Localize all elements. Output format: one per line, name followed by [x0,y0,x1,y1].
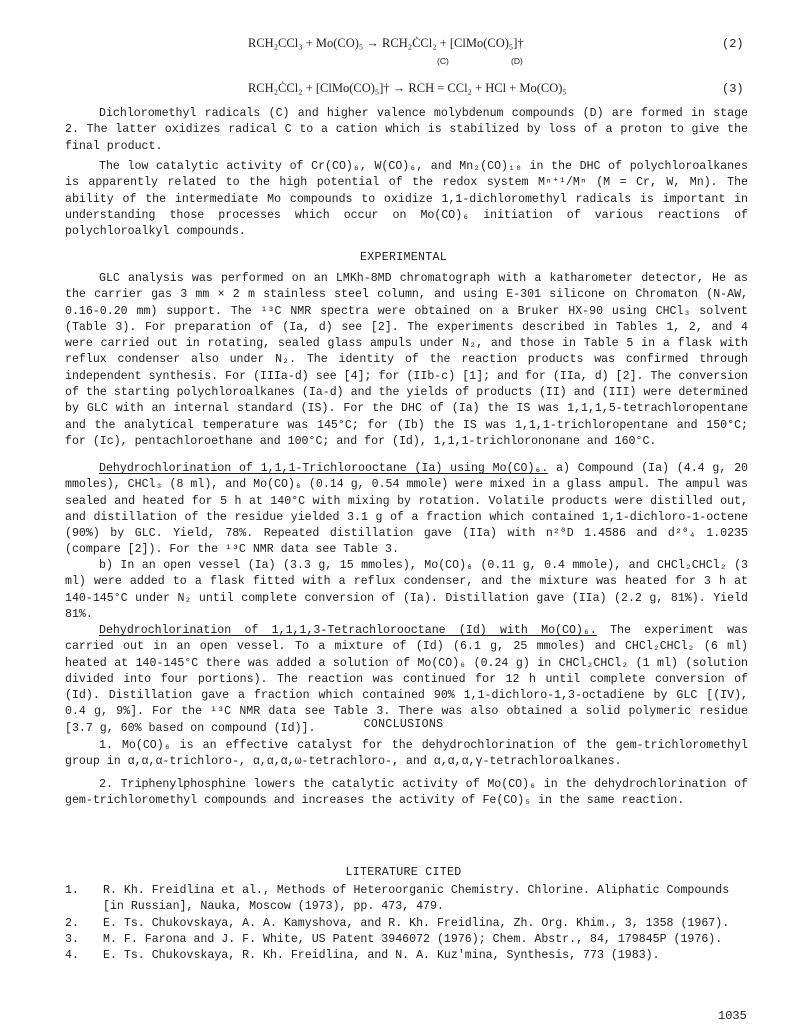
literature-heading: LITERATURE CITED [345,866,462,879]
experimental-paragraph-glc: GLC analysis was performed on an LMKh-8MD chromatograph with a katharometer detector, He as the carrier gas 3 mm × 2 m stainless steel column, and using E-301 silicone on Chromaton (N-AW, 0.16-0.20 mm) support. The ¹³C NMR spectra were obtained on a Bruker HX-90 using CHCl₃ solvent (Table 3). For preparation of (Ia, d) see [2]. The experiments described in Tables 1, 2, and 4 were carried out in rotating, sealed glass ampuls under N₂, and those in Table 5 in a flask with reflux condenser also under N₂. The identity of the reaction products was confirmed through independent synthesis. For (IIIa-d) see [4]; for (IIb-c) [1]; and for (IIa, d) [2]. The conversion of the starting polychloroalkanes (Ia-d) and the yields of products (II) and (III) were determined by GLC with an internal standard (IS). For the DHC of (Ia) the IS was 1,1,1,5-tetrachloropentane and the analytical temperature was 145°C; for (Ib) the IS was 1,1,1-trichloropentane and 150°C; for (Ic), pentachloroethane and 100°C; and for (Id), 1,1,1-trichlorononane and 160°C. [65,272,748,448]
reference-text: E. Ts. Chukovskaya, R. Kh. Freidlina, and N. A. Kuz'mina, Synthesis, 773 (1983). [103,949,660,963]
reference-item [65,883,755,916]
equation-3-number: (3) [722,82,744,96]
equation-2-number: (2) [722,37,744,51]
equation-3-formula: RCH₂ĊCl₂ + [ClMo(CO)₅]† → RCH = CCl₂ + HCl + Mo(CO)₅ [248,81,567,95]
conclusions-heading: CONCLUSIONS [363,718,444,731]
reference-number: 1. [65,884,79,897]
section-title-ia: Dehydrochlorination of 1,1,1-Trichlorooctane (Ia) using Mo(CO)₆. [99,462,549,475]
equation-2-label-c: (C) [437,56,449,66]
reference-text: E. Ts. Chukovskaya, A. A. Kamyshova, and R. Kh. Freidlina, Zh. Org. Khim., 3, 1358 (1967). [103,916,730,930]
reference-number: 2. [65,916,79,930]
section-body-id: The experiment was carried out in an open vessel. To a mixture of (Id) (6.1 g, 25 mmoles) and CHCl₂CHCl₂ (6 ml) heated at 140-145°C there was added a solution of Mo(CO)₆ (0.24 g) in CHCl₂CHCl₂ (1 ml) (solution divided into four portions). The reaction was continued for 12 h until complete conversion of (Id). Distillation gave a fraction which contained 90% 1,1-dichloro-1,3-octadiene by GLC [(IV), 0.4 g, 9%]. For the ¹³C NMR data see Table 3. There was also obtained a solid polymeric residue [3.7 g, 60% based on compound (Id)]. [65,624,748,735]
conclusion-2: 2. Triphenylphosphine lowers the catalytic activity of Mo(CO)₆ in the dehydrochlorination of gem-trichloromethyl compounds and increases the activity of Fe(CO)₅ in the same reaction. [65,778,748,808]
reference-number: 3. [65,932,79,946]
paragraph-catalytic-activity: The low catalytic activity of Cr(CO)₆, W(CO)₆, and Mn₂(CO)₁₀ in the DHC of polychloroalkanes is apparently related to the high potential of the redox system Mⁿ⁺¹/Mⁿ (M = Cr, W, Mn). The ability of the intermediate Mo compounds to oxidize 1,1-dichloromethyl radicals is important in understanding those processes which occur on Mo(CO)₆ initiation of various reactions of polychloroalkyl compounds. [65,160,748,239]
reference-number: 4. [65,949,79,963]
reference-item [65,916,755,932]
reference-item [65,948,755,964]
experimental-paragraph-ia [65,461,748,559]
reference-text: M. F. Farona and J. F. White, US Patent 3946072 (1976); Chem. Abstr., 84, 179845P (1976). [103,932,723,946]
paragraph-radicals: Dichloromethyl radicals (C) and higher valence molybdenum compounds (D) are formed in stage 2. The latter oxidizes radical C to a cation which is stabilized by loss of a proton to give the final product. [65,107,748,153]
reference-list [65,883,755,964]
page-number: 1035 [718,1009,747,1023]
conclusion-1: 1. Mo(CO)₆ is an effective catalyst for the dehydrochlorination of the gem-trichloromethyl group in α,α,α-trichloro-, α,α,α,ω-tetrachloro-, and α,α,α,γ-tetrachloroalkanes. [65,739,748,769]
section-body-ia: a) Compound (Ia) (4.4 g, 20 mmoles), CHCl₃ (8 ml), and Mo(CO)₆ (0.14 g, 0.54 mmole) were mixed in a glass ampul. The ampul was sealed and heated for 5 h at 140°C with mixing by rotation. Volatile products were distilled out, and distillation of the residue yielded 3.1 g of a fraction which contained 1,1-dichloro-1-octene (90%) by GLC. Yield, 78%. Repeated distillation gave (IIa) with n²⁰D 1.4586 and d²⁰₄ 1.0235 (compare [2]). For the ¹³C NMR data see Table 3. [65,462,748,557]
reference-text: R. Kh. Freidlina et al., Methods of Heteroorganic Chemistry. Chlorine. Aliphatic Compounds [in Russian], Nauka, Moscow (1973), pp. 473, 479. [103,884,730,914]
equation-2-label-d: (D) [511,56,523,66]
equation-2-formula: RCH₂CCl₃ + Mo(CO)₅ → RCH₂ĊCl₂ + [ClMo(CO)₅]† [248,36,524,50]
reference-item [65,932,755,948]
experimental-heading: EXPERIMENTAL [359,251,448,264]
section-title-id: Dehydrochlorination of 1,1,1,3-Tetrachlorooctane (Id) with Mo(CO)₆. [99,624,597,637]
experimental-paragraph-open-vessel: b) In an open vessel (Ia) (3.3 g, 15 mmoles), Mo(CO)₆ (0.11 g, 0.4 mmole), and CHCl₂CHCl₂ (3 ml) were added to a flask fitted with a reflux condenser, and the mixture was heated for 3 h at 140-145°C under N₂ until complete conversion of (Ia). Distillation gave (IIa) (2.2 g, 81%). Yield 81%. [65,559,748,621]
